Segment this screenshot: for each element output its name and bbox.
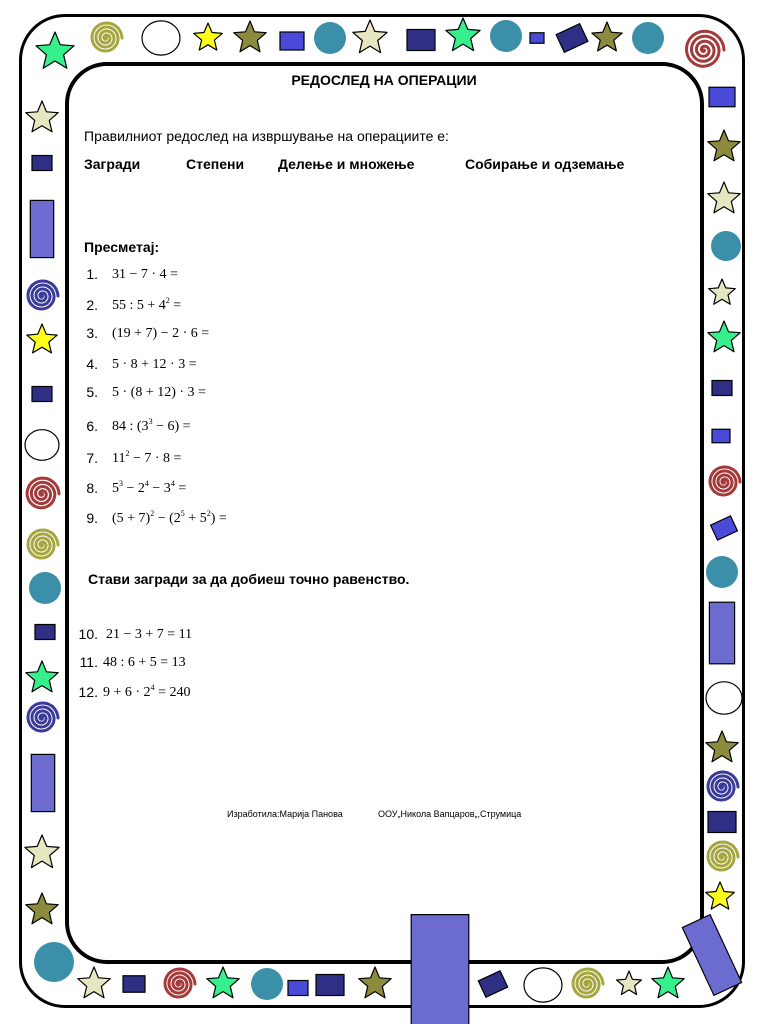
star-icon — [359, 967, 391, 998]
spiral-icon — [28, 530, 58, 558]
rectangle-shape — [709, 87, 735, 107]
problem-number: 6. — [86, 418, 98, 434]
star-icon — [708, 321, 740, 352]
problem-number: 1. — [86, 266, 98, 282]
spiral-icon — [687, 31, 725, 66]
order-step-exponents: Степени — [186, 156, 245, 172]
spiral-icon — [710, 467, 740, 495]
circle-shape — [314, 22, 346, 54]
star-icon — [446, 18, 480, 51]
intro-text: Правилниот редослед на извршување на операциите е: — [84, 128, 449, 144]
star-icon — [194, 23, 223, 50]
star-icon — [36, 32, 74, 68]
star-icon — [234, 21, 266, 52]
star-icon — [617, 971, 642, 995]
problem-number: 11. — [79, 654, 98, 670]
spiral-icon — [165, 969, 195, 997]
problem-number: 5. — [86, 384, 98, 400]
oval-shape — [142, 21, 180, 55]
footer-school: ООУ„Никола Вапцаров„,Струмица — [378, 809, 522, 819]
problem-number: 8. — [86, 480, 98, 496]
star-icon — [27, 324, 57, 353]
problem-number: 9. — [86, 510, 98, 526]
spiral-icon — [708, 842, 738, 870]
rectangle-shape — [556, 24, 588, 53]
section-heading-parentheses: Стави загради за да добиеш точно равенство. — [88, 571, 410, 587]
star-icon — [26, 661, 58, 692]
spiral-icon — [573, 969, 603, 997]
circle-shape — [251, 968, 283, 1000]
oval-shape — [25, 430, 59, 461]
problem-number: 4. — [86, 356, 98, 372]
problem-expression: $5^3 - 2^4 - 3^4$ = — [112, 479, 187, 496]
rectangle-shape — [478, 971, 507, 997]
spiral-icon — [92, 23, 122, 51]
problem-number: 2. — [86, 297, 98, 313]
circle-shape — [34, 942, 74, 982]
rectangle-shape — [682, 915, 741, 996]
oval-shape — [524, 968, 562, 1002]
star-icon — [592, 22, 622, 51]
problem-expression: 5 · (8 + 12) · 3 = — [112, 385, 206, 400]
problem-expression: 21 − 3 + 7 = 11 — [106, 627, 193, 642]
worksheet-title: РЕДОСЛЕД НА ОПЕРАЦИИ — [291, 72, 477, 88]
problem-number: 12. — [78, 684, 98, 700]
order-step-divide-multiply: Делење и множење — [278, 156, 415, 172]
star-icon — [26, 101, 58, 132]
rectangle-shape — [711, 516, 738, 540]
oval-shape — [706, 682, 742, 714]
rectangle-shape — [407, 30, 435, 51]
circle-shape — [711, 231, 741, 261]
rectangle-shape — [32, 387, 52, 402]
order-step-add-subtract: Собирање и одземање — [465, 156, 625, 172]
problem-number: 3. — [86, 325, 98, 341]
rectangle-shape — [530, 33, 544, 44]
spiral-icon — [708, 772, 738, 800]
rectangle-shape — [709, 602, 734, 664]
rectangle-shape — [712, 429, 730, 443]
rectangle-shape — [35, 625, 55, 640]
circle-shape — [632, 22, 664, 54]
rectangle-shape — [316, 975, 344, 996]
problem-expression: 5 · 8 + 12 · 3 = — [112, 357, 197, 372]
problem-number: 10. — [78, 626, 98, 642]
rectangle-shape — [32, 156, 52, 171]
rectangle-shape — [31, 754, 54, 811]
problem-expression: 48 : 6 + 5 = 13 — [103, 655, 186, 670]
problem-expression: (19 + 7) − 2 · 6 = — [112, 326, 210, 341]
problem-expression: $11^2 - 7 \cdot 8$ = — [112, 449, 182, 466]
star-icon — [706, 882, 735, 909]
rectangle-shape — [708, 812, 736, 833]
star-icon — [709, 279, 736, 304]
circle-shape — [706, 556, 738, 588]
star-icon — [25, 835, 59, 868]
circle-shape — [29, 572, 61, 604]
star-icon — [207, 967, 239, 998]
section-heading-compute: Пресметај: — [84, 239, 160, 255]
problem-number: 7. — [86, 450, 98, 466]
star-icon — [708, 182, 740, 213]
rectangle-shape — [712, 381, 732, 396]
star-icon — [708, 130, 740, 161]
star-icon — [652, 967, 684, 998]
rectangle-shape — [30, 200, 53, 257]
rectangle-shape — [123, 976, 145, 993]
problem-expression: $(5 + 7)^2 - (2^5 + 5^2)$ = — [112, 509, 227, 526]
star-icon — [26, 893, 58, 924]
problem-expression: 31 − 7 · 4 = — [112, 267, 178, 282]
star-icon — [353, 20, 387, 53]
rectangle-shape — [280, 32, 304, 50]
spiral-icon — [28, 703, 58, 731]
problem-expression: 84 : $(3^3 - 6)$ = — [112, 417, 191, 434]
spiral-icon — [27, 478, 59, 508]
star-icon — [706, 731, 738, 762]
rectangle-shape — [288, 981, 308, 996]
rectangle-shape — [411, 915, 469, 1024]
spiral-icon — [28, 281, 58, 309]
problem-expression: $9 + 6 \cdot 2^4 = 240$ — [103, 683, 191, 700]
circle-shape — [490, 20, 522, 52]
footer-author: Изработила:Марија Панова — [227, 809, 343, 819]
order-step-parentheses: Загради — [84, 156, 141, 172]
problem-expression: 55 : $5 + 4^2$ = — [112, 296, 182, 313]
star-icon — [78, 967, 110, 998]
